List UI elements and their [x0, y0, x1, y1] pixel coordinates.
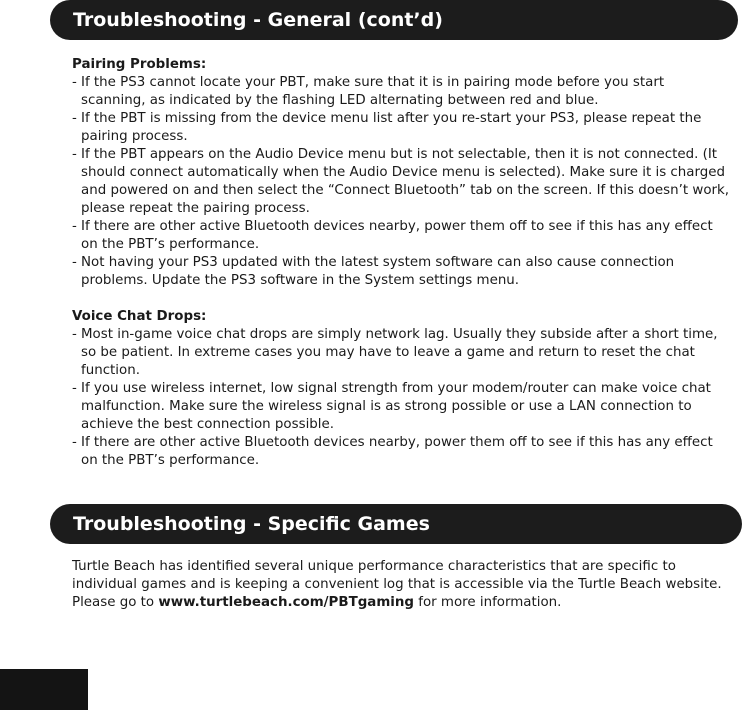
- list-item-text: If there are other active Bluetooth devices nearby, power them off to see if this has any effect on the PBT’s performance.: [81, 219, 713, 252]
- list-item-text: If the PBT is missing from the device menu list after you re-start your PS3, please repeat the pairing process.: [81, 111, 702, 144]
- list-item-text: If the PBT appears on the Audio Device menu but is not selectable, then it is not connected. (It should connect automatically when the Audio Device menu is selected). Make sure it is charged and powered on and then select the “Connect Bluetooth” tab on the screen. If this doesn’t work, please repeat the pairing process.: [81, 147, 730, 216]
- paragraph-text: Turtle Beach has identified several unique performance characteristics that are specific to individual games and is keeping a convenient log that is accessible via the Turtle Beach website. Please go to: [72, 559, 722, 610]
- paragraph-text-end: for more information.: [414, 595, 562, 610]
- bullet-dash: -: [72, 75, 77, 90]
- pairing-problems-list: [72, 74, 732, 290]
- pairing-problems-heading: Pairing Problems:: [72, 57, 207, 72]
- bullet-dash: -: [72, 147, 77, 162]
- list-item-text: If you use wireless internet, low signal strength from your modem/router can make voice chat malfunction. Make sure the wireless signal is as strong possible or use a LAN connection to achieve the best connection possible.: [81, 381, 711, 432]
- bullet-dash: -: [72, 219, 77, 234]
- bullet-dash: -: [72, 327, 77, 342]
- list-item: [72, 74, 732, 110]
- page-corner-block: [0, 669, 88, 710]
- bullet-dash: -: [72, 255, 77, 270]
- voice-chat-list: [72, 326, 732, 470]
- list-item-text: If there are other active Bluetooth devices nearby, power them off to see if this has any effect on the PBT’s performance.: [81, 435, 713, 468]
- voice-chat-heading: Voice Chat Drops:: [72, 309, 207, 324]
- list-item-text: If the PS3 cannot locate your PBT, make sure that it is in pairing mode before you start scanning, as indicated by the flashing LED alternating between red and blue.: [81, 75, 665, 108]
- section-banner-general: Troubleshooting - General (cont’d): [50, 0, 738, 40]
- list-item: [72, 146, 732, 218]
- bullet-dash: -: [72, 381, 77, 396]
- list-item: [72, 254, 732, 290]
- specific-games-paragraph: [72, 558, 732, 612]
- website-link[interactable]: www.turtlebeach.com/PBTgaming: [158, 595, 414, 610]
- pairing-problems-section: [72, 56, 732, 290]
- list-item: [72, 110, 732, 146]
- list-item-text: Most in-game voice chat drops are simply network lag. Usually they subside after a short time, so be patient. In extreme cases you may have to leave a game and return to reset the chat function.: [81, 327, 718, 378]
- bullet-dash: -: [72, 111, 77, 126]
- list-item: [72, 434, 732, 470]
- voice-chat-section: [72, 308, 732, 470]
- section-banner-specific-games: Troubleshooting - Specific Games: [50, 504, 742, 544]
- list-item: [72, 380, 732, 434]
- bullet-dash: -: [72, 435, 77, 450]
- list-item: [72, 326, 732, 380]
- list-item-text: Not having your PS3 updated with the latest system software can also cause connection problems. Update the PS3 software in the System settings menu.: [81, 255, 675, 288]
- list-item: [72, 218, 732, 254]
